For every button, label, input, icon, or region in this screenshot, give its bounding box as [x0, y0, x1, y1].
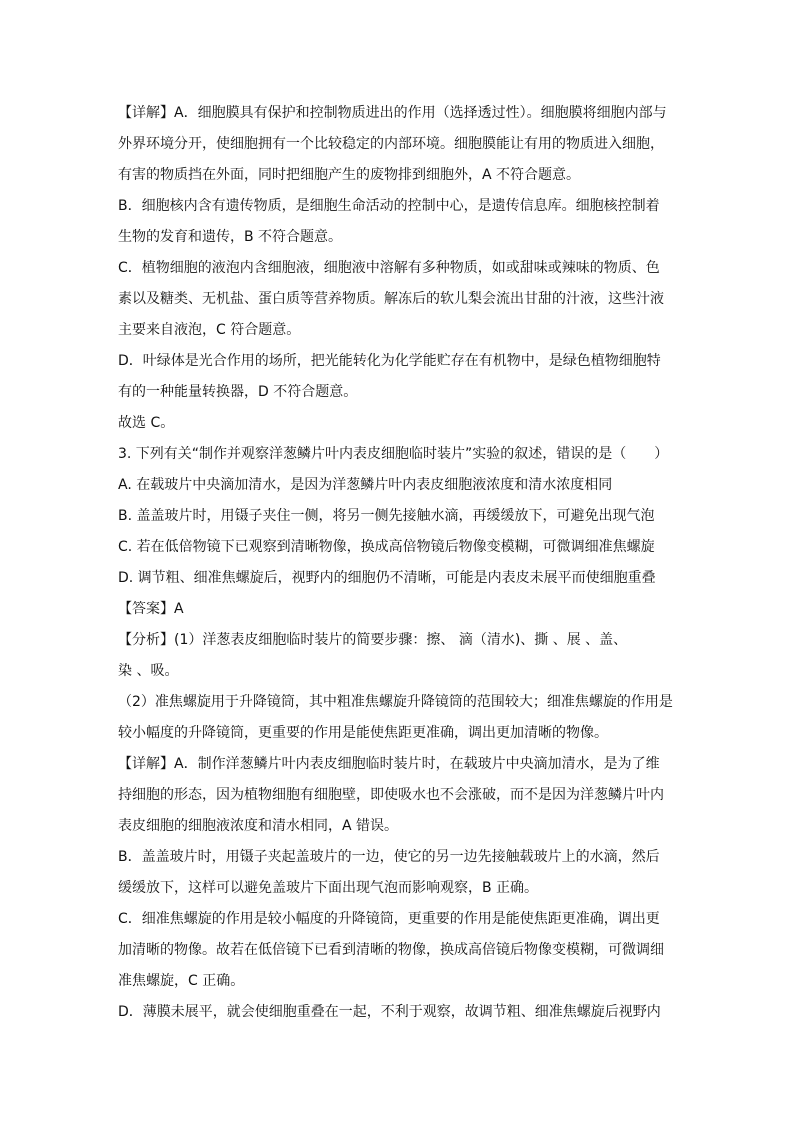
detail-paragraph-line: 准焦螺旋，C 正确。 [118, 973, 245, 989]
detail-paragraph-line: 【详解】A．细胞膜具有保护和控制物质进出的作用（选择透过性）。细胞膜将细胞内部与 [118, 105, 667, 121]
detail-paragraph-line: 有的一种能量转换器，D 不符合题意。 [118, 384, 358, 400]
option-b: B. 盖盖玻片时，用镊子夹住一侧，将另一侧先接触水滴，再缓缓放下，可避免出现气泡 [118, 508, 655, 524]
detail-paragraph-line: 外界环境分开，使细胞拥有一个比较稳定的内部环境。细胞膜能让有用的物质进入细胞， [118, 136, 664, 152]
answer-line: 【答案】A [118, 601, 184, 617]
question-stem: 3. 下列有关“制作并观察洋葱鳞片叶内表皮细胞临时装片”实验的叙述，错误的是（ ） [118, 446, 669, 462]
detail-paragraph-line: B．细胞核内含有遗传物质，是细胞生命活动的控制中心，是遗传信息库。细胞核控制着 [118, 198, 660, 214]
detail-paragraph-line: 素以及糖类、无机盐、蛋白质等营养物质。解冻后的软儿梨会流出甘甜的汁液，这些汁液 [118, 291, 664, 307]
document-page [118, 98, 678, 1028]
detail-paragraph-line: D．叶绿体是光合作用的场所，把光能转化为化学能贮存在有机物中，是绿色植物细胞特 [118, 353, 661, 369]
detail-paragraph-line: 加清晰的物像。故若在低倍镜下已看到清晰的物像，换成高倍镜后物像变模糊，可微调细 [118, 942, 664, 958]
detail-paragraph-line: C．细准焦螺旋的作用是较小幅度的升降镜筒，更重要的作用是能使焦距更准确，调出更 [118, 911, 660, 927]
analysis-paragraph-line: 染 、吸。 [118, 663, 179, 679]
answer-choice-line: 故选 C。 [118, 415, 175, 431]
detail-paragraph-line: C．植物细胞的液泡内含细胞液，细胞液中溶解有多种物质，如或甜味或辣味的物质、色 [118, 260, 660, 276]
detail-paragraph-line: 主要来自液泡，C 符合题意。 [118, 322, 301, 338]
detail-paragraph-line: B．盖盖玻片时，用镊子夹起盖玻片的一边，使它的另一边先接触载玻片上的水滴，然后 [118, 849, 660, 865]
detail-paragraph-line: 持细胞的形态，因为植物细胞有细胞壁，即使吸水也不会涨破，而不是因为洋葱鳞片叶内 [118, 787, 664, 803]
detail-paragraph-line: D．薄膜未展平，就会使细胞重叠在一起，不利于观察，故调节粗、细准焦螺旋后视野内 [118, 1004, 661, 1020]
detail-paragraph-line: 生物的发育和遗传，B 不符合题意。 [118, 229, 343, 245]
analysis-paragraph-line: （2）准焦螺旋用于升降镜筒，其中粗准焦螺旋升降镜筒的范围较大；细准焦螺旋的作用是 [118, 694, 673, 710]
analysis-paragraph-line: 较小幅度的升降镜筒，更重要的作用是能使焦距更准确，调出更加清晰的物像。 [118, 725, 608, 741]
option-c: C. 若在低倍物镜下已观察到清晰物像，换成高倍物镜后物像变模糊，可微调细准焦螺旋 [118, 539, 655, 555]
detail-paragraph-line: 表皮细胞的细胞液浓度和清水相同，A 错误。 [118, 818, 399, 834]
option-d: D. 调节粗、细准焦螺旋后，视野内的细胞仍不清晰，可能是内表皮未展平而使细胞重叠 [118, 570, 656, 586]
detail-paragraph-line: 【详解】A．制作洋葱鳞片叶内表皮细胞临时装片时，在载玻片中央滴加清水，是为了维 [118, 756, 660, 772]
detail-paragraph-line: 有害的物质挡在外面，同时把细胞产生的废物排到细胞外，A 不符合题意。 [118, 167, 581, 183]
analysis-paragraph-line: 【分析】(1）洋葱表皮细胞临时装片的简要步骤：擦、 滴（清水)、撕 、展 、盖、 [118, 632, 628, 648]
detail-paragraph-line: 缓缓放下，这样可以避免盖玻片下面出现气泡而影响观察，B 正确。 [118, 880, 539, 896]
option-a: A. 在载玻片中央滴加清水，是因为洋葱鳞片叶内表皮细胞液浓度和清水浓度相同 [118, 477, 613, 493]
